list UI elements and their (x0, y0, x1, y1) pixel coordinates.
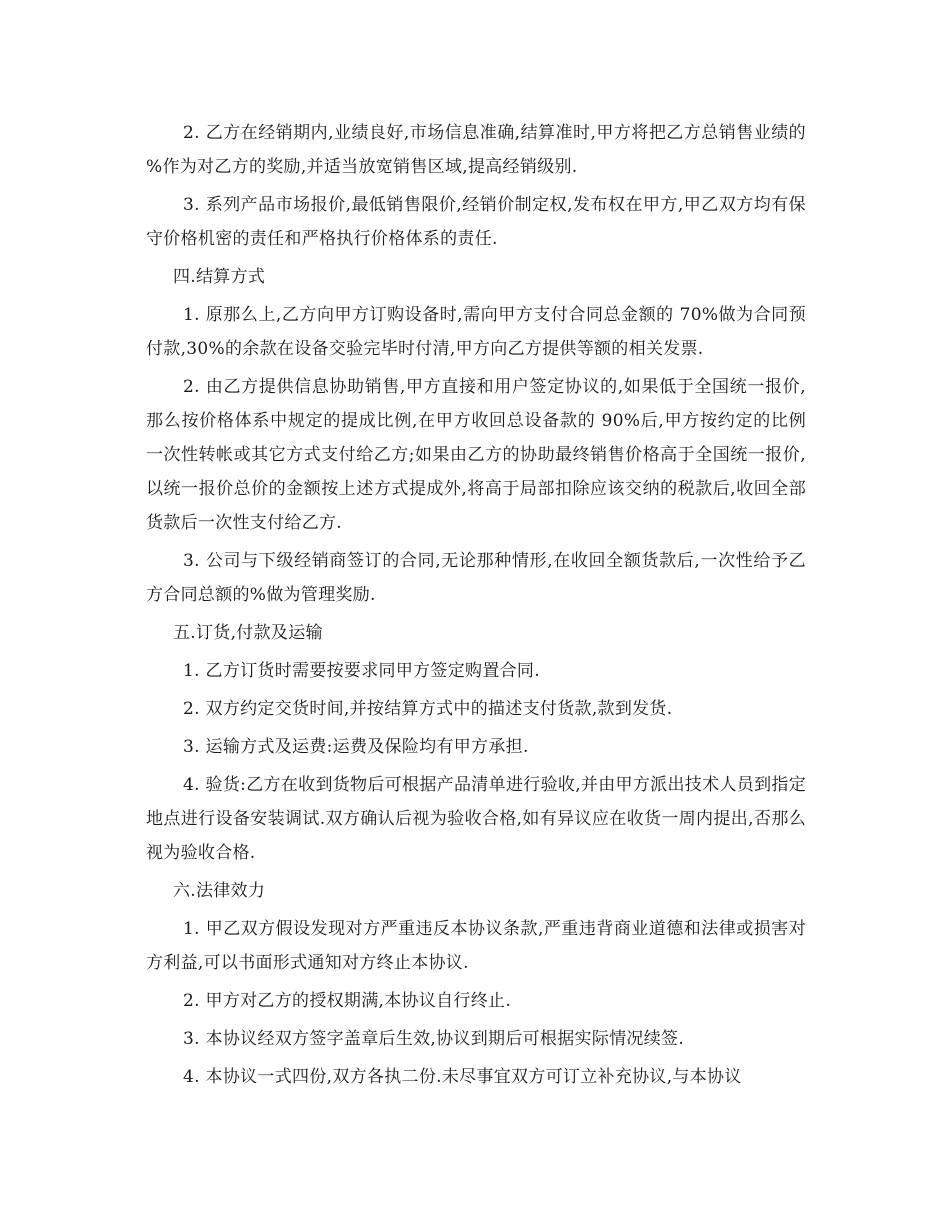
clause-5-4: 4. 验货:乙方在收到货物后可根据产品清单进行验收,并由甲方派出技术人员到指定地点进行设备安装调试.双方确认后视为验收合格,如有异议应在收货一周内提出,否那么视为验收合格. (146, 775, 806, 863)
clause-3-2: 2. 乙方在经销期内,业绩良好,市场信息准确,结算准时,甲方将把乙方总销售业绩的 %作为对乙方的奖励,并适当放宽销售区域,提高经销级别. (146, 123, 806, 177)
document-body (146, 116, 806, 1098)
section-heading-ordering: 五.订货,付款及运输 (173, 623, 323, 643)
clause-4-3: 3. 公司与下级经销商签订的合同,无论那种情形,在收回全额货款后,一次性给予乙方合同总额的%做为管理奖励. (146, 551, 806, 605)
clause-5-2: 2. 双方约定交货时间,并按结算方式中的描述支付货款,款到发货. (183, 699, 673, 719)
clause-5-1: 1. 乙方订货时需要按要求同甲方签定购置合同. (183, 661, 540, 681)
clause-6-2: 2. 甲方对乙方的授权期满,本协议自行终止. (183, 991, 512, 1011)
section-heading-legal: 六.法律效力 (173, 881, 266, 901)
clause-5-3: 3. 运输方式及运费:运费及保险均有甲方承担. (183, 737, 529, 757)
clause-4-1: 1. 原那么上,乙方向甲方订购设备时,需向甲方支付合同总金额的 70%做为合同预付款,30%的余款在设备交验完毕时付清,甲方向乙方提供等额的相关发票. (146, 305, 806, 359)
clause-6-1: 1. 甲乙双方假设发现对方严重违反本协议条款,严重违背商业道德和法律或损害对方利益,可以书面形式通知对方终止本协议. (146, 919, 806, 973)
clause-3-3: 3. 系列产品市场报价,最低销售限价,经销价制定权,发布权在甲方,甲乙双方均有保守价格机密的责任和严格执行价格体系的责任. (146, 195, 806, 249)
section-heading-settlement: 四.结算方式 (173, 267, 266, 287)
clause-6-3: 3. 本协议经双方签字盖章后生效,协议到期后可根据实际情况续签. (183, 1029, 685, 1049)
clause-4-2: 2. 由乙方提供信息协助销售,甲方直接和用户签定协议的,如果低于全国统一报价,那么按价格体系中规定的提成比例,在甲方收回总设备款的 90%后,甲方按约定的比例一次性转帐或其它方式支付给乙方;如果由乙方的协助最终销售价格高于全国统一报价,以统一报价总价的金额按上述方式提成外,将高于局部扣除应该交纳的税款后,收回全部货款后一次性支付给乙方. (146, 377, 806, 533)
clause-6-4: 4. 本协议一式四份,双方各执二份.未尽事宜双方可订立补充协议,与本协议 (183, 1067, 742, 1087)
